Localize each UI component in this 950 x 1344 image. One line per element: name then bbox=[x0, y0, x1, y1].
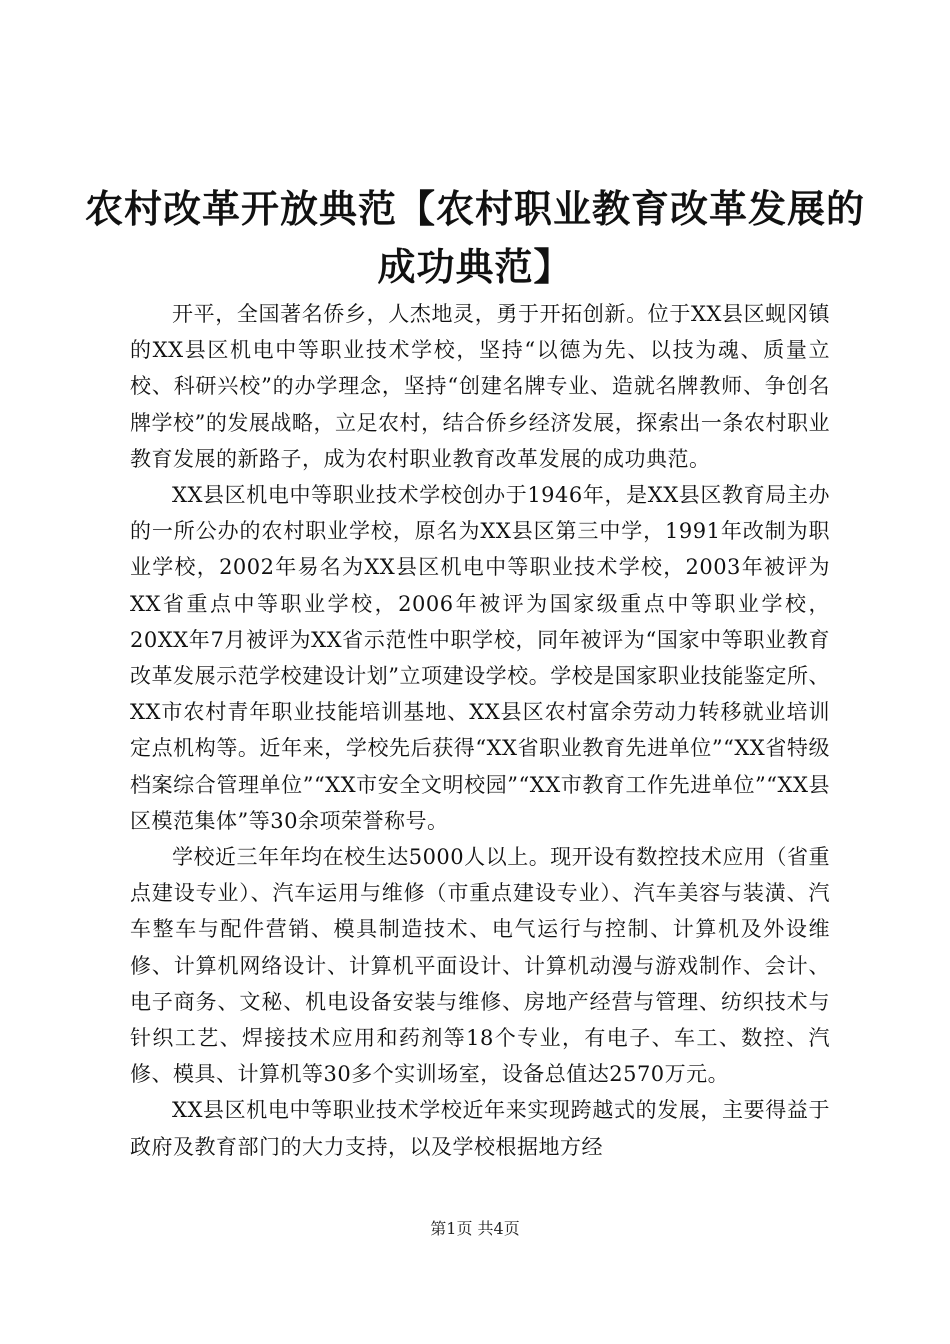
page-number-footer: 第1页 共4页 bbox=[430, 1219, 520, 1238]
document-title-line-1: 农村改革开放典范【农村职业教育改革发展的 bbox=[84, 186, 865, 231]
document-body bbox=[130, 296, 830, 1165]
paragraph-3: 学校近三年年均在校生达5000人以上。现开设有数控技术应用（省重点建设专业）、汽车运用与维修（市重点建设专业）、汽车美容与装潢、汽车整车与配件营销、模具制造技术、电气运行与控制、计算机及外设维修、计算机网络设计、计算机平面设计、计算机动漫与游戏制作、会计、电子商务、文秘、机电设备安装与维修、房地产经营与管理、纺织技术与针织工艺、焊接技术应用和药剂等18个专业，有电子、车工、数控、汽修、模具、计算机等30多个实训场室，设备总值达2570万元。 bbox=[130, 845, 830, 1087]
document-title-line-2: 成功典范】 bbox=[377, 244, 573, 289]
paragraph-4: XX县区机电中等职业技术学校近年来实现跨越式的发展，主要得益于政府及教育部门的大力支持，以及学校根据地方经 bbox=[130, 1098, 830, 1159]
paragraph-1: 开平，全国著名侨乡，人杰地灵，勇于开拓创新。位于XX县区蚬冈镇的XX县区机电中等职业技术学校，坚持“以德为先、以技为魂、质量立校、科研兴校”的办学理念，坚持“创建名牌专业、造就名牌教师、争创名牌学校”的发展战略，立足农村，结合侨乡经济发展，探索出一条农村职业教育发展的新路子，成为农村职业教育改革发展的成功典范。 bbox=[130, 302, 830, 471]
paragraph-2: XX县区机电中等职业技术学校创办于1946年，是XX县区教育局主办的一所公办的农村职业学校，原名为XX县区第三中学，1991年改制为职业学校，2002年易名为XX县区机电中等职业技术学校，2003年被评为XX省重点中等职业学校，2006年被评为国家级重点中等职业学校，20XX年7月被评为XX省示范性中职学校，同年被评为“国家中等职业教育改革发展示范学校建设计划”立项建设学校。学校是国家职业技能鉴定所、XX市农村青年职业技能培训基地、XX县区农村富余劳动力转移就业培训定点机构等。近年来，学校先后获得“XX省职业教育先进单位”“XX省特级档案综合管理单位”“XX市安全文明校园”“XX市教育工作先进单位”“XX县区模范集体”等30余项荣誉称号。 bbox=[130, 483, 830, 833]
